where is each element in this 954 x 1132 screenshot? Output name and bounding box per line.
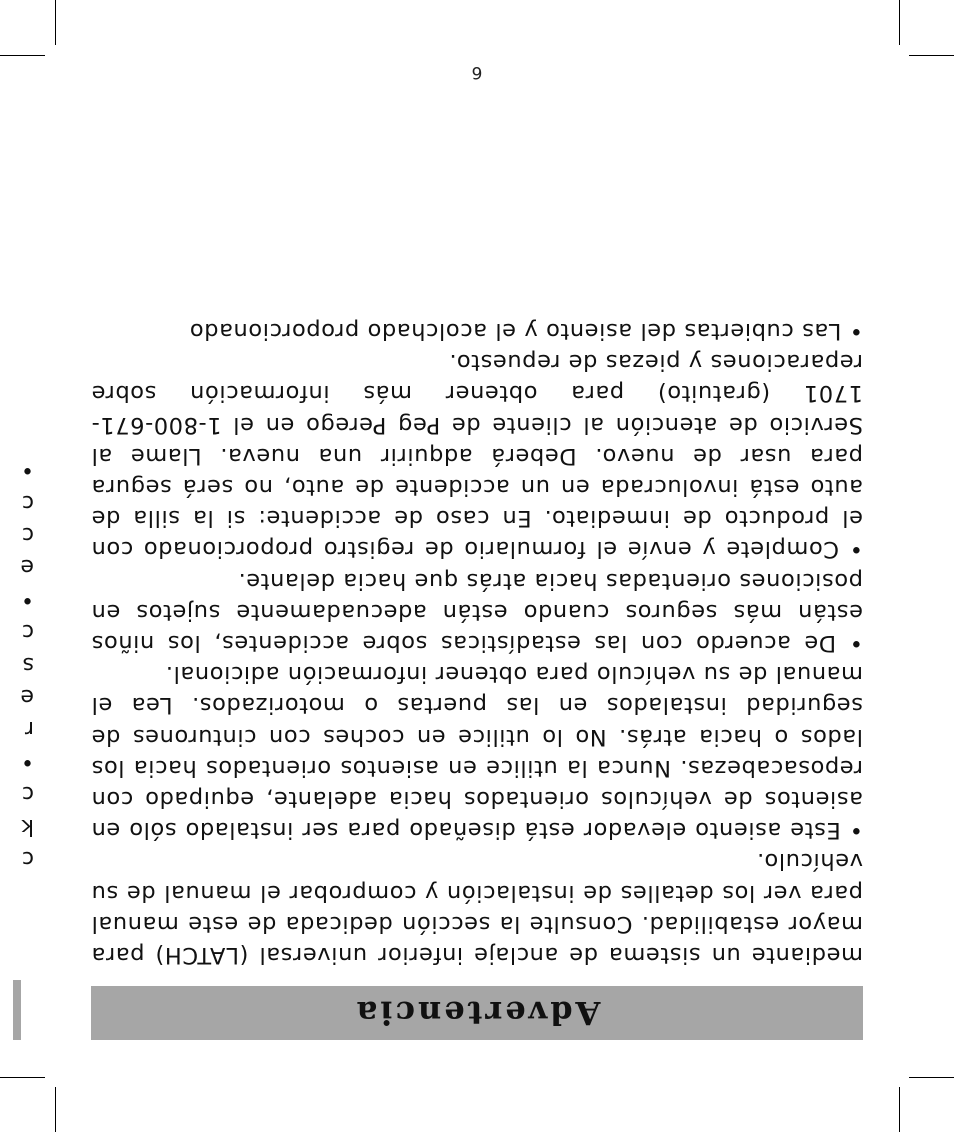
bullet-paragraph-accident-statistics xyxy=(91,564,863,658)
text-line: 1701 (gratuito) para obtener más información sobre xyxy=(91,380,863,407)
warning-banner xyxy=(91,986,863,1040)
clipped-glyph: • xyxy=(21,586,34,612)
text-line: • Complete y envíe el formulario de registro xyxy=(323,536,863,563)
warning-body xyxy=(91,100,863,970)
text-line: • Este asiento elevador está diseñado para ser xyxy=(301,817,863,844)
text-line: hacia atrás. No lo utilice en coches con cinturones de xyxy=(91,723,763,750)
clipped-glyph: • xyxy=(21,748,34,774)
text-line: el manual de su vehículo para obtener información xyxy=(91,661,863,719)
text-line: instalado sólo en asientos de vehículos orientados xyxy=(91,785,863,844)
clipped-glyph: c xyxy=(21,846,34,871)
bullet-paragraph-registration xyxy=(91,346,863,564)
clipped-glyph: c xyxy=(21,619,34,645)
text-line: instalación y comprobar el manual de su vehículo. xyxy=(91,848,863,906)
text-line: en un accidente de auto, no será segura para usar de xyxy=(91,442,863,500)
text-line: delante. xyxy=(237,567,335,594)
clipped-glyph: • xyxy=(21,457,34,483)
clipped-glyph: e xyxy=(20,554,34,580)
text-line: de atención al cliente de Peg Perego en el 1-800-671- xyxy=(91,411,758,438)
text-line: seguridad instalados en las puertas o motorizados. Lea xyxy=(131,692,863,719)
warning-title: Advertencia xyxy=(353,994,601,1032)
text-line: hacia adelante, equipado con reposacabezas. Nunca xyxy=(91,754,863,812)
bullet-paragraph-seat-installation xyxy=(91,658,863,845)
text-line: mediante un sistema de anclaje inferior universal xyxy=(258,942,863,968)
text-line: proporcionado con el producto de inmediato. En xyxy=(91,505,863,563)
clipped-glyph: c xyxy=(21,522,34,548)
text-line: • De acuerdo con las estadísticas sobre accidentes, los xyxy=(167,629,863,656)
text-line: • Las cubiertas del asiento y el acolchado proporcionado xyxy=(189,317,863,344)
facing-page-clipped-text xyxy=(0,453,34,874)
clipped-glyph: k xyxy=(21,813,34,839)
text-line: (LATCH) para mayor estabilidad. Consulte la sección xyxy=(91,910,863,968)
clipped-glyph: s xyxy=(22,651,34,677)
page-number: 6 xyxy=(471,62,483,82)
text-line: nuevo. Deberá adquirir una nueva. Llame al Servicio xyxy=(91,411,863,469)
clipped-glyph: r xyxy=(24,716,34,742)
bullet-paragraph-seat-covers xyxy=(91,315,863,346)
text-line: reparaciones y piezas de repuesto. xyxy=(448,349,863,376)
facing-page-banner-edge xyxy=(13,980,21,1040)
text-line: la utilice en asientos orientados hacia los lados o xyxy=(91,723,863,781)
clipped-glyph: e xyxy=(20,684,34,710)
text-line: niños están más seguros cuando están adecuadamente xyxy=(91,598,863,656)
text-line: dedicada de este manual para ver los detalles de xyxy=(91,879,863,937)
text-line: caso de accidente: si la silla de auto está involucrada xyxy=(91,473,863,532)
clipped-glyph: c xyxy=(21,781,34,807)
text-line: sujetos en posiciones orientadas hacia atrás que hacia xyxy=(91,567,863,625)
intro-paragraph xyxy=(91,845,863,970)
clipped-glyph: c xyxy=(21,489,34,515)
text-line: adicional. xyxy=(165,661,280,688)
